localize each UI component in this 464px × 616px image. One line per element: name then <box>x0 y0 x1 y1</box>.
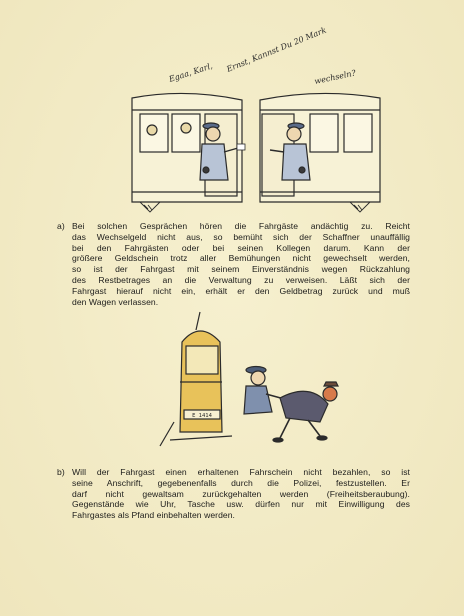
conductor-figure <box>244 367 288 415</box>
text-line: seine Anschrift, gegebenenfalls durch die Polizei, festzustellen. Er <box>72 477 410 488</box>
tram-sign: E 1414 <box>192 413 212 419</box>
text-line: den Wagen verlassen. <box>72 296 159 307</box>
section-a-marker: a) <box>57 221 65 231</box>
text-line: des Restbetrages an die Verwaltung zu verweisen. Läßt sich der <box>72 274 410 285</box>
text-line: so ist der Fahrgast mit seinem Einverständnis wegen Rückzahlung <box>72 264 410 275</box>
right-tram-car <box>260 93 380 212</box>
text-line: Fahrgast hierauf nicht ein, erhält er den Geldbetrag zurück und muß <box>72 285 410 296</box>
speech-part-1: Egaa, Karl, <box>167 61 214 84</box>
conductors-illustration <box>110 25 400 217</box>
section-b-paragraph <box>57 467 410 521</box>
speech-part-3: wechseln? <box>313 68 357 86</box>
section-b-marker: b) <box>57 467 65 477</box>
speech-text <box>167 26 357 86</box>
tram-illustration <box>160 312 360 452</box>
section-a-paragraph <box>57 221 410 307</box>
text-line: größere Geldschein trotz aller Bemühungen nicht gewechselt werden, <box>72 253 410 264</box>
text-line: Fahrgastes als Pfand einbehalten werden. <box>72 510 235 521</box>
tram-front <box>160 312 232 446</box>
text-line: das Wechselgeld nicht aus, so bemüht sich der Schaffner unauffällig <box>72 231 410 242</box>
text-line: Bei solchen Gesprächen hören die Fahrgäste andächtig zu. Reicht <box>72 221 410 231</box>
text-line: bei den Fahrgästen oder bei seinen Kollegen darum. Kann der <box>72 242 410 253</box>
speech-part-2: Ernst, Kannst Du 20 Mark <box>225 25 328 74</box>
text-line: Will der Fahrgast einen erhaltenen Fahrschein nicht bezahlen, so ist <box>72 467 410 477</box>
text-line: darf nicht gewaltsam zurückgehalten werden (Freiheitsberaubung). <box>72 488 410 499</box>
text-line: Gegenstände wie Uhr, Tasche usw. dürfen nur mit Einwilligung des <box>72 499 410 510</box>
left-tram-car <box>132 93 245 212</box>
passenger-figure <box>273 382 338 442</box>
